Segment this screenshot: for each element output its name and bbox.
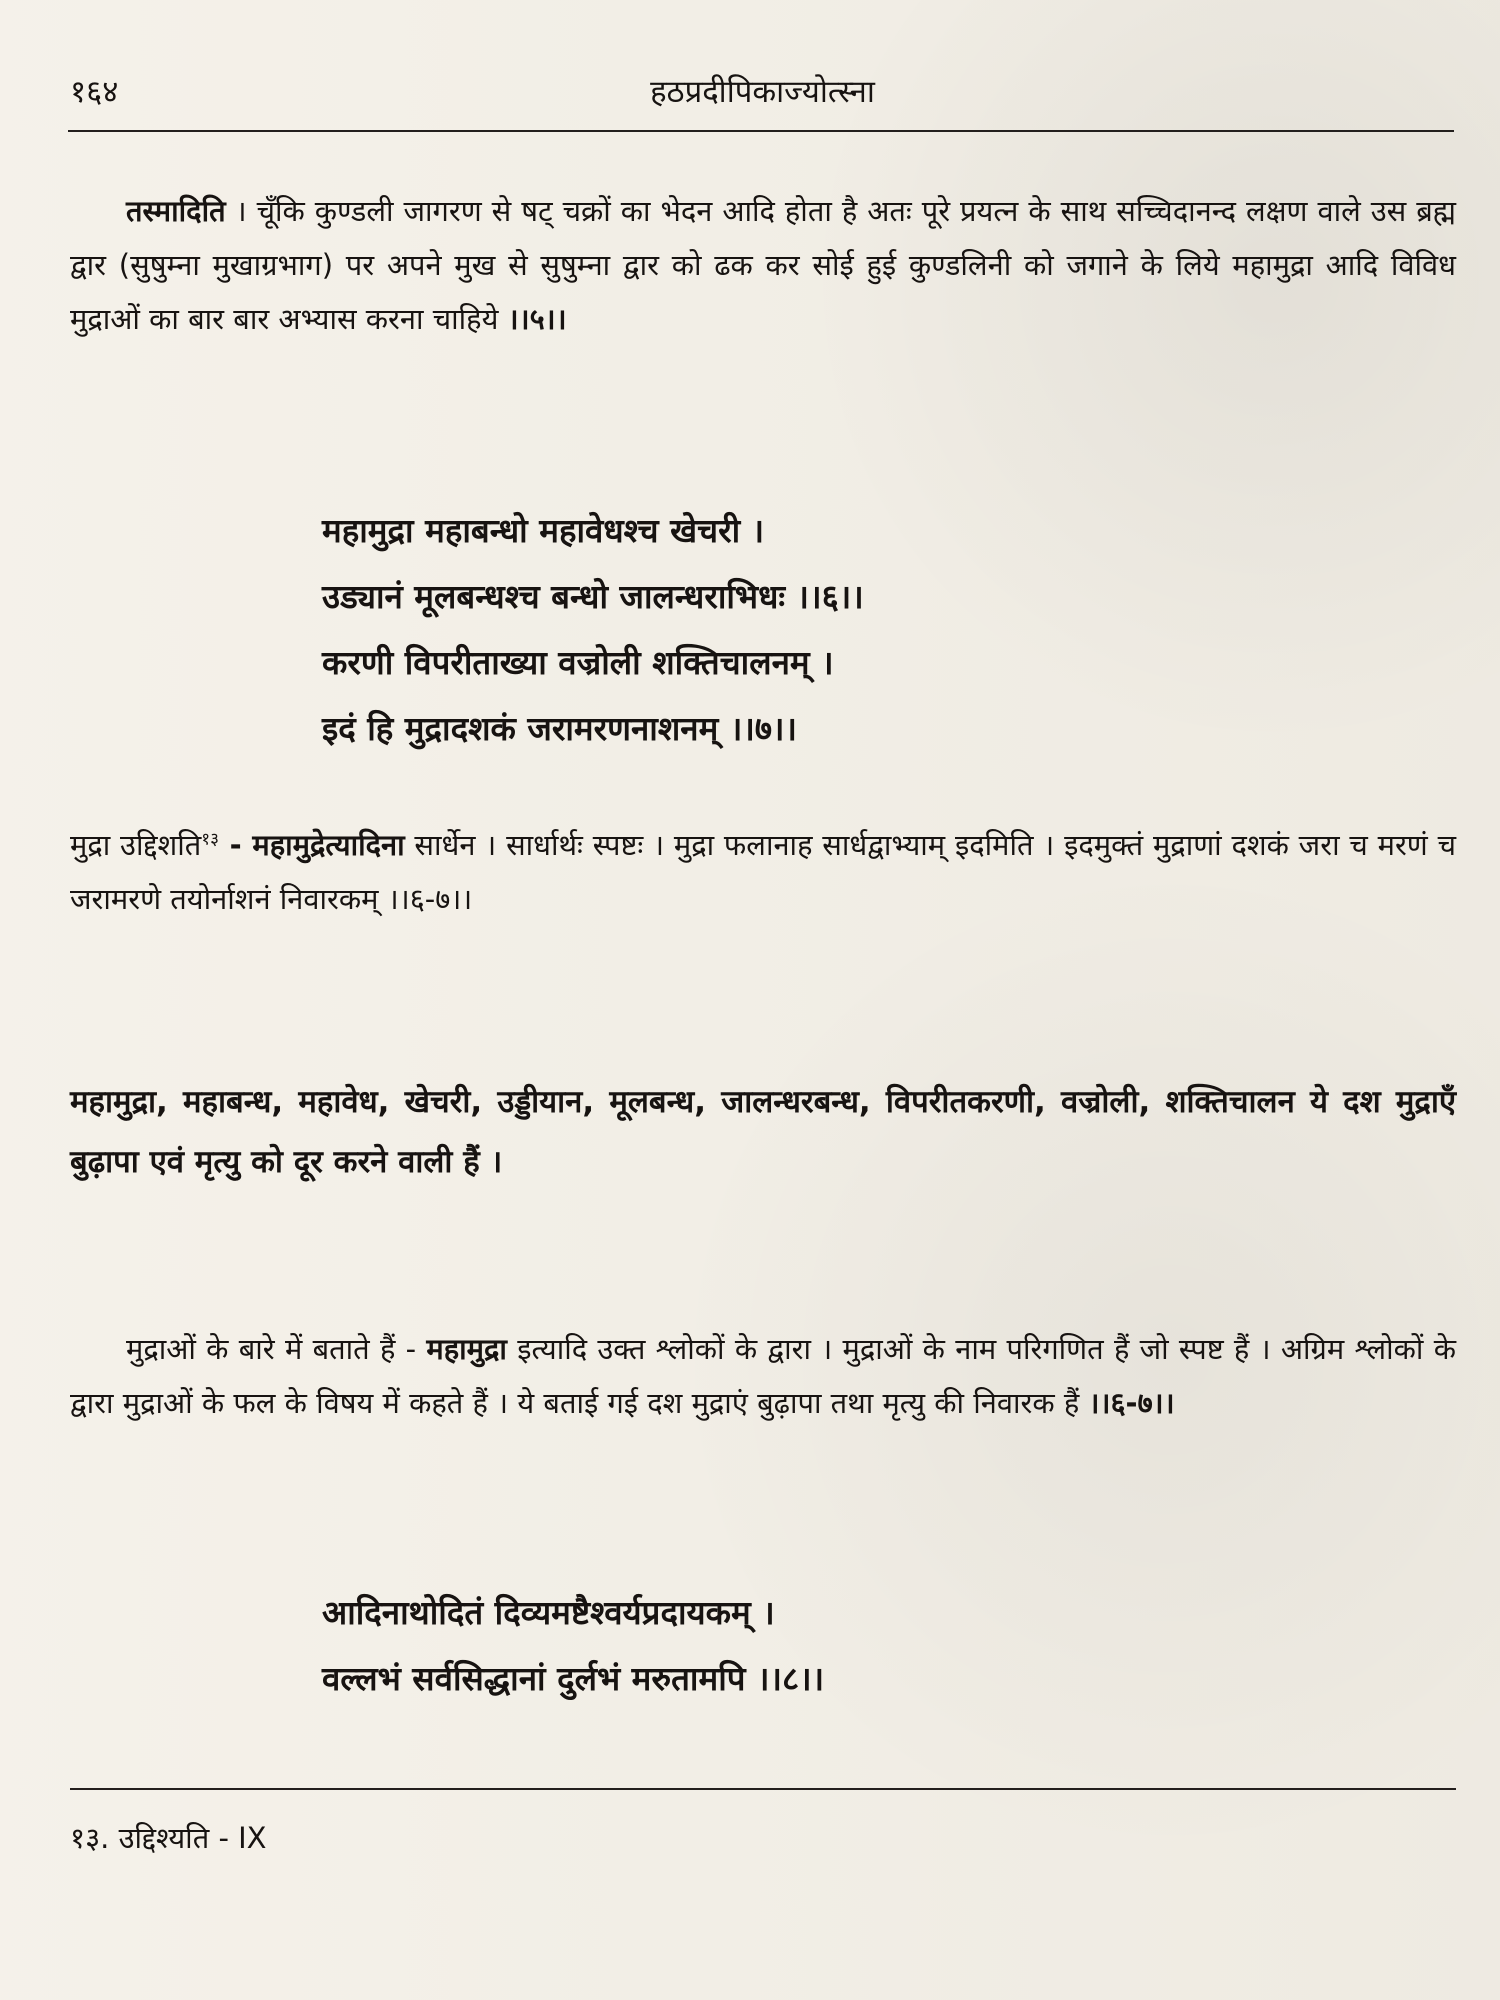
commentary-body: । चूँकि कुण्डली जागरण से षट् चक्रों का भेदन आदि होता है अतः पूरे प्रयत्न के साथ सच्चिदानन्द लक्षण वाले उस ब्रह्म द्वार (सुषुम्ना मुखाग्रभाग) पर अपने मुख से सुषुम्ना द्वार को ढक कर सोई हुई कुण्डलिनी को जगाने के लिये महामुद्रा आदि विविध मुद्राओं का बार बार अभ्यास करना चाहिये xyxy=(70,194,1456,336)
verse-line: इदं हि मुद्रादशकं जरामरणनाशनम् ।।७।। xyxy=(322,709,798,748)
running-title: हठप्रदीपिकाज्योत्स्ना xyxy=(650,74,875,110)
commentary-paragraph-1 xyxy=(70,184,1456,346)
sanskrit-commentary xyxy=(70,818,1456,926)
verse-line: महामुद्रा महाबन्धो महावेधश्च खेचरी । xyxy=(322,511,765,550)
verse-line: आदिनाथोदितं दिव्यमष्टैश्वर्यप्रदायकम् । xyxy=(322,1593,775,1632)
explanation-text: मुद्राओं के बारे में बताते हैं - xyxy=(126,1332,427,1366)
page-header xyxy=(70,72,1455,130)
commentary-text: सार्धेन । सार्धार्थः स्पष्टः । मुद्रा फलानाह सार्धद्वाभ्याम् इदमिति । इदमुक्तं मुद्राणां दशकं जरा च मरणं च जरामरणे तयोर्नाशनं निवारकम् ।।६-७।। xyxy=(70,828,1456,916)
verse-6-7 xyxy=(322,498,1302,762)
commentary-bold-text: - महामुद्रेत्यादिना xyxy=(218,828,405,862)
commentary-text: मुद्रा उद्दिशति xyxy=(70,828,202,862)
verse-line: वल्लभं सर्वसिद्धानां दुर्लभं मरुतामपि ।।८।। xyxy=(322,1659,825,1698)
footnote-rule xyxy=(70,1788,1456,1790)
header-rule xyxy=(68,130,1454,132)
footnote: १३. उद्दिश्यति - IX xyxy=(70,1821,267,1855)
explanation-bold-word: महामुद्रा xyxy=(426,1332,507,1366)
explanation-text: इत्यादि उक्त श्लोकों के द्वारा । मुद्राओं के नाम परिगणित हैं जो स्पष्ट हैं । अग्रिम श्लोकों के द्वारा मुद्राओं के फल के विषय में कहते हैं । ये बताई गई दश मुद्राएं बुढ़ापा तथा मृत्यु की निवारक हैं xyxy=(70,1332,1456,1420)
page-number: १६४ xyxy=(70,74,119,110)
commentary-lead-word: तस्मादिति xyxy=(126,194,226,228)
hindi-mudra-summary: महामुद्रा, महाबन्ध, महावेध, खेचरी, उड्डीयान, मूलबन्ध, जालन्धरबन्ध, विपरीतकरणी, वज्रोली, शक्तिचालन ये दश मुद्राएँ बुढ़ापा एवं मृत्यु को दूर करने वाली हैं । xyxy=(70,1084,1456,1180)
footnote-marker: १३ xyxy=(201,829,219,850)
verse-reference: ।।५।। xyxy=(507,302,567,336)
verse-line: उड्यानं मूलबन्धश्च बन्धो जालन्धराभिधः ।।६।। xyxy=(322,577,864,616)
hindi-explanation xyxy=(70,1322,1456,1430)
verse-8 xyxy=(322,1580,1302,1712)
verse-reference: ।।६-७।। xyxy=(1088,1386,1175,1420)
verse-line: करणी विपरीताख्या वज्रोली शक्तिचालनम् । xyxy=(322,643,834,682)
